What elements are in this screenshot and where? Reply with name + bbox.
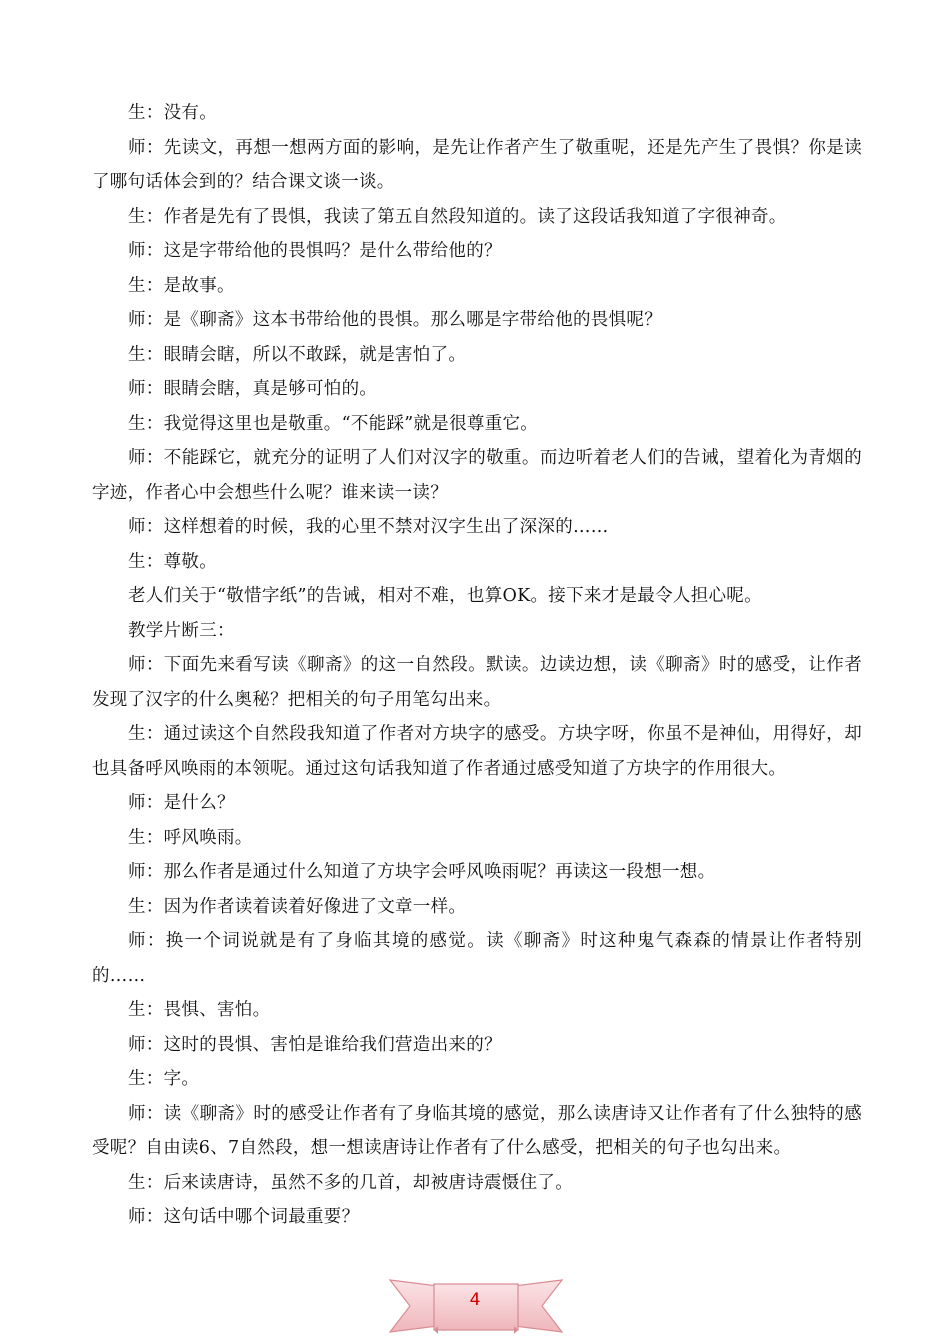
section-heading: 教学片断三： — [128, 620, 235, 641]
paragraph: 生：畏惧、害怕。 — [128, 1000, 271, 1020]
paragraph: 师：先读文，再想一想两方面的影响，是先让作者产生了敬重呢，还是先产生了畏惧？你是读了哪句话体会到的？结合课文谈一谈。 — [92, 137, 862, 192]
paragraph: 师：不能踩它，就充分的证明了人们对汉字的敬重。而边听着老人们的告诫，望着化为青烟的字迹，作者心中会想些什么呢？谁来读一读？ — [92, 448, 862, 503]
paragraph: 生：尊敬。 — [128, 551, 217, 572]
paragraph: 生：呼风唤雨。 — [128, 827, 253, 848]
paragraph: 生：后来读唐诗，虽然不多的几首，却被唐诗震慑住了。 — [128, 1172, 573, 1193]
paragraph: 师：这是字带给他的畏惧吗？是什么带给他的？ — [128, 241, 502, 261]
paragraph: 师：那么作者是通过什么知道了方块字会呼风唤雨呢？再读这一段想一想。 — [128, 862, 716, 882]
paragraph: 师：是什么？ — [128, 793, 235, 813]
page-number: 4 — [469, 1290, 481, 1310]
paragraph: 师：是《聊斋》这本书带给他的畏惧。那么哪是字带给他的畏惧呢？ — [128, 310, 662, 330]
paragraph: 生：字。 — [128, 1069, 200, 1089]
paragraph: 师：下面先来看写读《聊斋》的这一自然段。默读。边读边想，读《聊斋》时的感受，让作者发现了汉字的什么奥秘？把相关的句子用笔勾出来。 — [92, 655, 862, 710]
paragraph: 师：读《聊斋》时的感受让作者有了身临其境的感觉，那么读唐诗又让作者有了什么独特的感受呢？自由读6、7自然段，想一想读唐诗让作者有了什么感受，把相关的句子也勾出来。 — [92, 1103, 862, 1158]
paragraph: 老人们关于“敬惜字纸”的告诫，相对不难，也算OK。接下来才是最令人担心呢。 — [128, 586, 762, 606]
paragraph: 生：没有。 — [128, 103, 217, 123]
paragraph: 师：这样想着的时候，我的心里不禁对汉字生出了深深的…… — [128, 517, 609, 537]
paragraph: 师：这句话中哪个词最重要？ — [128, 1207, 360, 1227]
paragraph: 生：通过读这个自然段我知道了作者对方块字的感受。方块字呀，你虽不是神仙，用得好，却也具备呼风唤雨的本领呢。通过这句话我知道了作者通过感受知道了方块字的作用很大。 — [92, 724, 862, 779]
paragraph: 生：是故事。 — [128, 275, 235, 296]
paragraph: 生：眼睛会瞎，所以不敢踩，就是害怕了。 — [128, 344, 467, 365]
paragraph: 生：我觉得这里也是敬重。“不能踩”就是很尊重它。 — [128, 413, 539, 434]
paragraph: 师：换一个词说就是有了身临其境的感觉。读《聊斋》时这种鬼气森森的情景让作者特别的…… — [92, 931, 862, 986]
paragraph: 师：眼睛会瞎，真是够可怕的。 — [128, 379, 378, 399]
document-body — [92, 96, 862, 1235]
paragraph: 生：作者是先有了畏惧，我读了第五自然段知道的。读了这段话我知道了字很神奇。 — [128, 206, 787, 227]
paragraph: 师：这时的畏惧、害怕是谁给我们营造出来的？ — [128, 1034, 502, 1055]
paragraph: 生：因为作者读着读着好像进了文章一样。 — [128, 896, 467, 917]
